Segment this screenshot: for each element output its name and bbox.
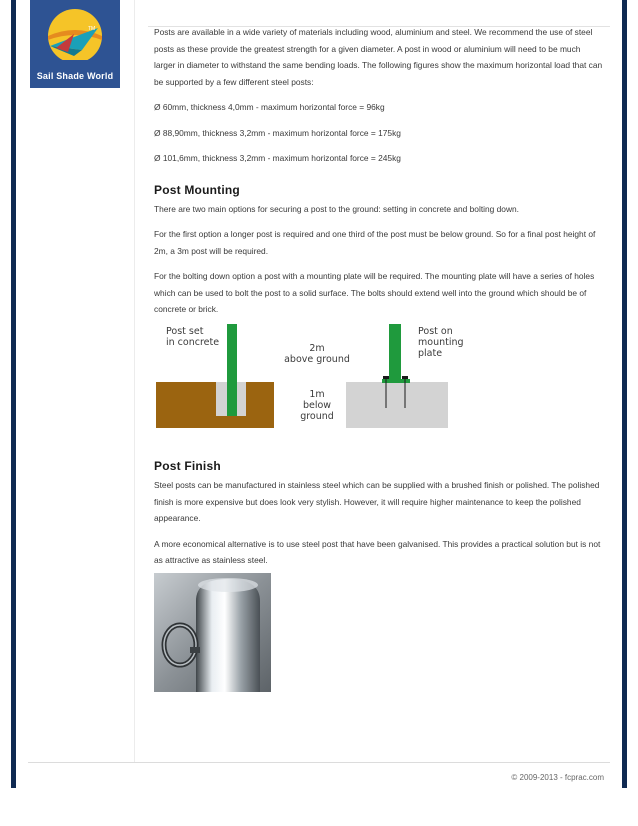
page-frame-left <box>11 0 16 788</box>
section-heading-post-mounting: Post Mounting <box>154 182 240 197</box>
spec-line: Ø 88,90mm, thickness 3,2mm - maximum horizontal force = 175kg <box>154 127 401 138</box>
concrete-slab <box>346 382 448 428</box>
mounting-paragraph: There are two main options for securing a post to the ground: setting in concrete and bolting down. <box>154 203 519 214</box>
mounting-paragraph: For the bolting down option a post with a mounting plate will be required. The mounting plate will have a series of holes which can be used to bolt the post to a solid surface. The bolts should extend well into the ground which should be of concrete or brick. <box>154 271 595 314</box>
post-in-concrete <box>227 324 237 416</box>
mounting-paragraph: For the first option a longer post is required and one third of the post must be below ground. So for a final post height of 2m, a 3m post will be required. <box>154 229 596 256</box>
label-post-set: Post set <box>166 326 204 337</box>
label-above-ground: above ground <box>284 354 350 365</box>
article-content <box>154 24 604 318</box>
section-heading-post-finish: Post Finish <box>154 459 221 473</box>
logo-text: Sail Shade World <box>36 71 114 81</box>
spec-line: Ø 101,6mm, thickness 3,2mm - maximum horizontal force = 245kg <box>154 153 401 163</box>
intro-paragraph: Posts are available in a wide variety of materials including wood, aluminium and steel. We recommend the use of steel posts as these provide the greatest strength for a given diameter. A post in wood or aluminium will need to be much larger in diameter to withstand the same bending loads. The following figures show the maximum horizontal load that can be supported by a few different steel posts: <box>154 27 603 87</box>
label-mounting: mounting <box>418 337 464 348</box>
stainless-post-photo <box>154 573 271 692</box>
logo-trademark: TM <box>88 26 96 32</box>
label-below: below <box>302 400 332 411</box>
label-post-on: Post on <box>418 326 453 337</box>
label-in-concrete: in concrete <box>166 337 220 348</box>
bolt-head <box>402 376 408 379</box>
finish-paragraph: Steel posts can be manufactured in stainless steel which can be supplied with a brushed finish or polished. The polished finish is more expensive but does look very stylish. However, it will require higher maintenance to keep the polished appearance. <box>154 480 600 523</box>
finish-section <box>154 459 604 569</box>
label-1m: 1m <box>309 389 325 400</box>
page-frame-right <box>622 0 627 788</box>
finish-paragraph: A more economical alternative is to use steel post that have been galvanised. This provides a practical solution but is not as attractive as stainless steel. <box>154 538 601 565</box>
footer-copyright: © 2009-2013 - fcprac.com <box>511 773 604 782</box>
site-logo[interactable] <box>30 0 120 88</box>
label-2m: 2m <box>309 343 325 354</box>
bolt-head <box>383 376 389 379</box>
footer-rule <box>28 762 610 763</box>
label-plate: plate <box>418 348 443 359</box>
soil-block <box>156 382 274 428</box>
post-mounting-diagram <box>154 318 464 430</box>
spec-line: Ø 60mm, thickness 4,0mm - maximum horizontal force = 96kg <box>154 102 385 112</box>
sidebar-divider <box>134 0 135 762</box>
label-ground: ground <box>300 411 334 422</box>
post-on-plate <box>389 324 401 380</box>
